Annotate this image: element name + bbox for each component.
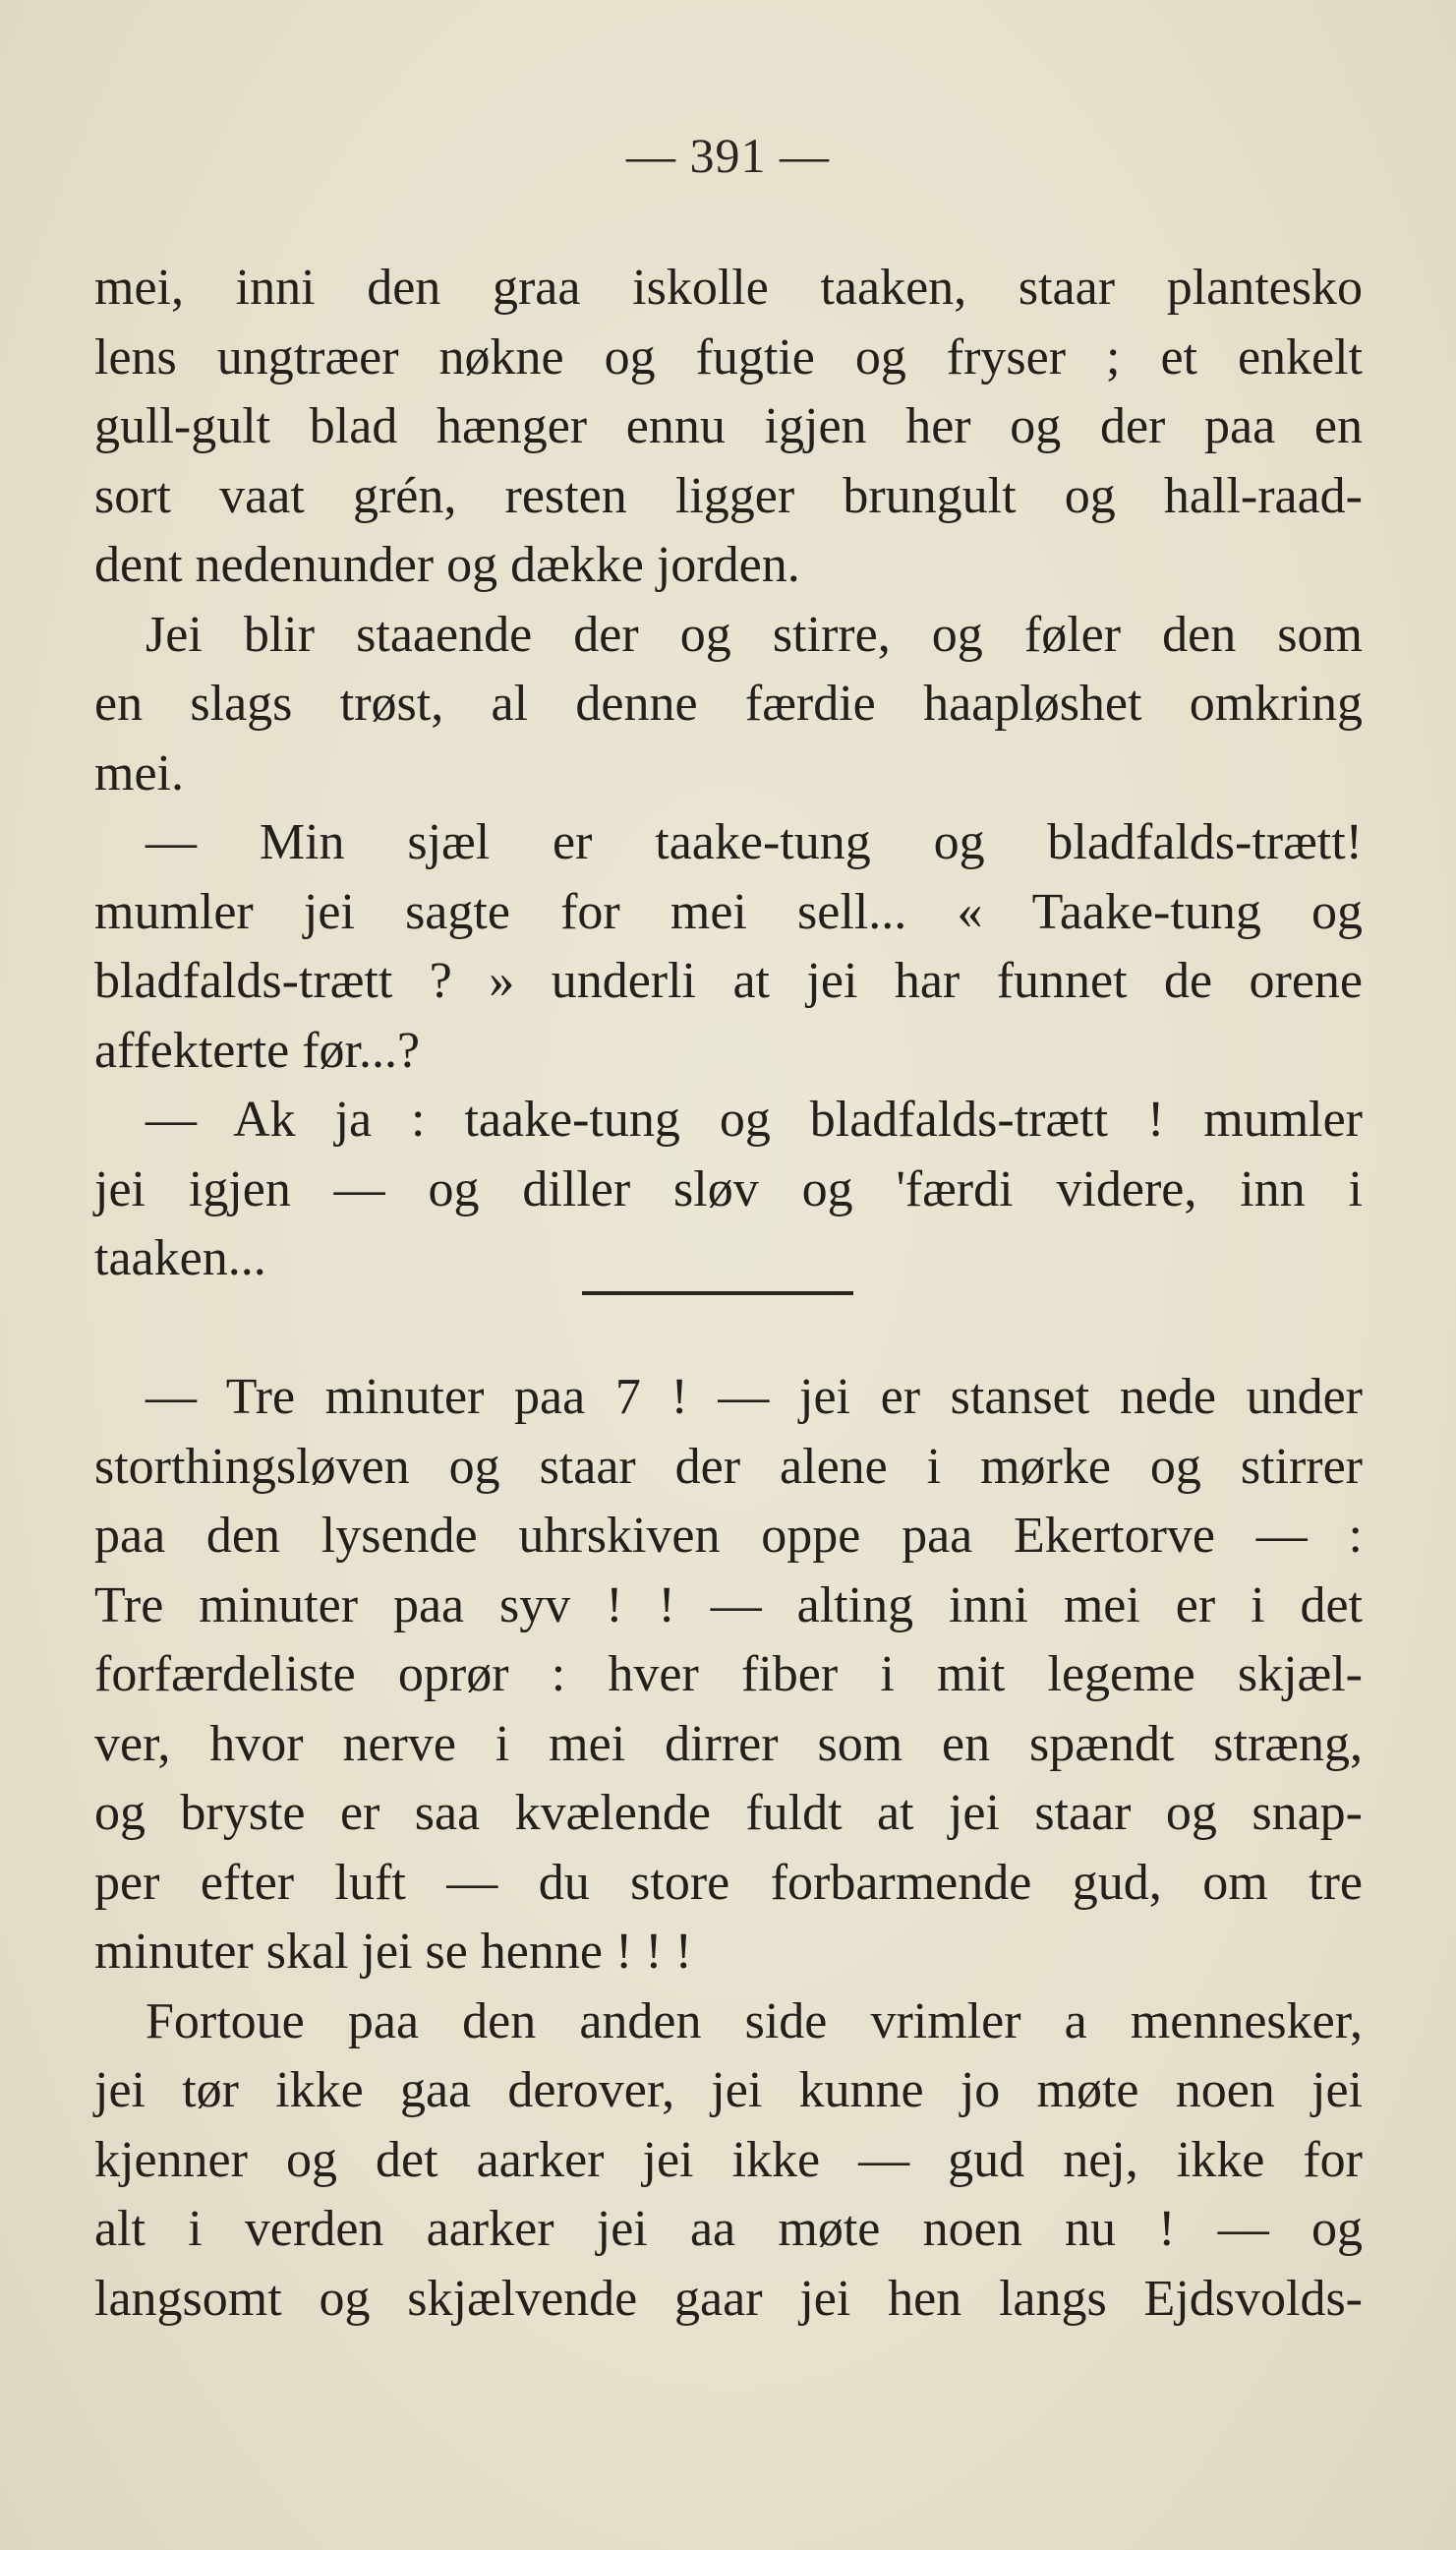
text-line: — Tre minuter paa 7 ! — jei er stanset nede under [146, 1369, 1363, 1425]
text-section-2 [94, 1363, 1363, 2334]
text-line: affekterte før...? [94, 1022, 421, 1079]
text-line: forfærdeliste oprør : hver fiber i mit legeme skjæl- [94, 1646, 1363, 1702]
text-line: en slags trøst, al denne færdie haapløshet omkring [94, 676, 1363, 732]
text-line: dent nedenunder og dække jorden. [94, 537, 800, 593]
text-line: sort vaat grén, resten ligger brungult og hall-raad- [94, 467, 1363, 524]
text-line: mumler jei sagte for mei sell... « Taake-tung og [94, 883, 1363, 940]
text-line: per efter luft — du store forbarmende gud, om tre [94, 1854, 1363, 1911]
text-line: storthingsløven og staar der alene i mørke og stirrer [94, 1438, 1363, 1495]
text-line: — Min sjæl er taake-tung og bladfalds-trætt! [146, 814, 1363, 870]
text-line: langsomt og skjælvende gaar jei hen langs Ejdsvolds- [94, 2270, 1363, 2327]
text-line: minuter skal jei se henne ! ! ! [94, 1924, 692, 1980]
text-line: Tre minuter paa syv ! ! — alting inni mei er i det [94, 1576, 1363, 1633]
text-line: Jei blir staaende der og stirre, og føler den som [146, 606, 1363, 663]
text-line: jei igjen — og diller sløv og 'færdi videre, inn i [94, 1160, 1363, 1217]
text-line: — Ak ja : taake-tung og bladfalds-trætt ! mumler [146, 1092, 1363, 1148]
text-line: ver, hvor nerve i mei dirrer som en spændt stræng, [94, 1715, 1363, 1772]
text-line: bladfalds-trætt ? » underli at jei har funnet de orene [94, 953, 1363, 1009]
text-line: Fortoue paa den anden side vrimler a mennesker, [146, 1992, 1363, 2049]
text-line: taaken... [94, 1230, 266, 1286]
text-line: kjenner og det aarker jei ikke — gud nej, ikke for [94, 2131, 1363, 2188]
text-section-1 [94, 254, 1363, 1294]
text-line: mei, inni den graa iskolle taaken, staar plantesko [94, 260, 1363, 316]
text-line: paa den lysende uhrskiven oppe paa Ekertorve — : [94, 1508, 1363, 1564]
text-line: og bryste er saa kvælende fuldt at jei staar og snap- [94, 1785, 1363, 1841]
text-line: jei tør ikke gaa derover, jei kunne jo møte noen jei [94, 2062, 1363, 2118]
text-line: gull-gult blad hænger ennu igjen her og der paa en [94, 398, 1363, 454]
text-line: lens ungtræer nøkne og fugtie og fryser ; et enkelt [94, 328, 1363, 385]
text-line: alt i verden aarker jei aa møte noen nu ! — og [94, 2201, 1363, 2257]
section-divider [582, 1291, 853, 1295]
page-number: — 391 — [626, 128, 830, 183]
text-line: mei. [94, 744, 184, 801]
